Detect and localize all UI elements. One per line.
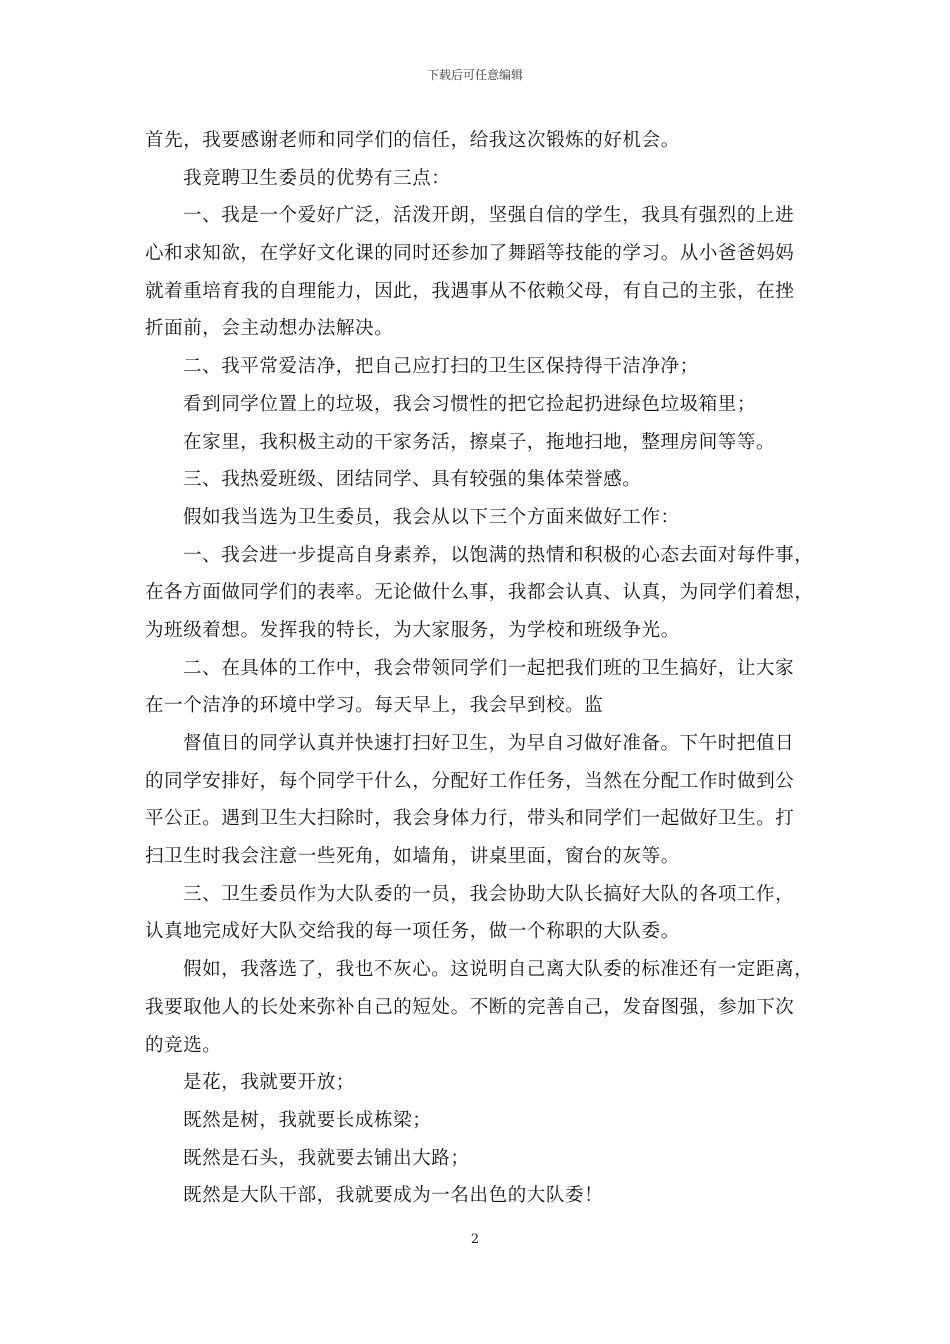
text-line: 为班级着想。发挥我的特长，为大家服务，为学校和班级争光。 [145, 619, 680, 641]
text-line: 一、我会进一步提高自身素养，以饱满的热情和积极的心态去面对每件事， [183, 544, 814, 566]
text-line: 是花，我就要开放； [183, 1072, 355, 1094]
text-line: 心和求知欲，在学好文化课的同时还参加了舞蹈等技能的学习。从小爸爸妈妈 [145, 243, 795, 265]
text-line: 扫卫生时我会注意一些死角，如墙角，讲桌里面，窗台的灰等。 [145, 846, 680, 868]
page-number: 2 [470, 1232, 480, 1247]
text-line: 二、我平常爱洁净，把自己应打扫的卫生区保持得干洁净净； [183, 356, 699, 378]
document-body [145, 122, 814, 1215]
text-line: 的竞选。 [145, 1034, 222, 1056]
text-line: 三、我热爱班级、团结同学、具有较强的集体荣誉感。 [183, 469, 642, 491]
page-header: 下载后可任意编辑 [426, 68, 523, 82]
text-line: 督值日的同学认真并快速打扫好卫生，为早自习做好准备。下午时把值日 [183, 733, 795, 754]
text-line: 在家里，我积极主动的干家务活，擦桌子，拖地扫地，整理房间等等。 [183, 431, 776, 453]
text-line: 首先，我要感谢老师和同学们的信任，给我这次锻炼的好机会。 [145, 130, 680, 151]
text-line: 一、我是一个爱好广泛，活泼开朗，坚强自信的学生，我具有强烈的上进 [183, 205, 795, 227]
text-line: 二、在具体的工作中，我会带领同学们一起把我们班的卫生搞好，让大家 [183, 657, 795, 679]
text-line: 既然是大队干部，我就要成为一名出色的大队委！ [183, 1185, 604, 1207]
text-line: 在一个洁净的环境中学习。每天早上，我会早到校。监 [145, 695, 604, 717]
text-line: 看到同学位置上的垃圾，我会习惯性的把它捡起扔进绿色垃圾箱里； [183, 393, 757, 415]
text-line: 的同学安排好，每个同学干什么，分配好工作任务，当然在分配工作时做到公 [145, 770, 795, 792]
text-line: 三、卫生委员作为大队委的一员，我会协助大队长搞好大队的各项工作， [183, 883, 795, 905]
text-line: 既然是石头，我就要去铺出大路； [183, 1147, 470, 1169]
text-line: 折面前，会主动想办法解决。 [145, 318, 394, 340]
text-line: 我要取他人的长处来弥补自己的短处。不断的完善自己，发奋图强，参加下次 [145, 996, 795, 1018]
text-line: 在各方面做同学们的表率。无论做什么事，我都会认真、认真，为同学们着想， [145, 582, 814, 604]
text-line: 假如我当选为卫生委员，我会从以下三个方面来做好工作： [183, 506, 680, 528]
text-line: 平公正。遇到卫生大扫除时，我会身体力行，带头和同学们一起做好卫生。打 [145, 808, 795, 830]
text-line: 我竞聘卫生委员的优势有三点： [183, 167, 451, 189]
text-line: 既然是树，我就要长成栋梁； [183, 1109, 432, 1131]
text-line: 就着重培育我的自理能力，因此，我遇事从不依赖父母，有自己的主张，在挫 [145, 280, 795, 302]
text-line: 假如，我落选了，我也不灰心。这说明自己离大队委的标准还有一定距离， [183, 959, 814, 981]
text-line: 认真地完成好大队交给我的每一项任务，做一个称职的大队委。 [145, 921, 680, 943]
